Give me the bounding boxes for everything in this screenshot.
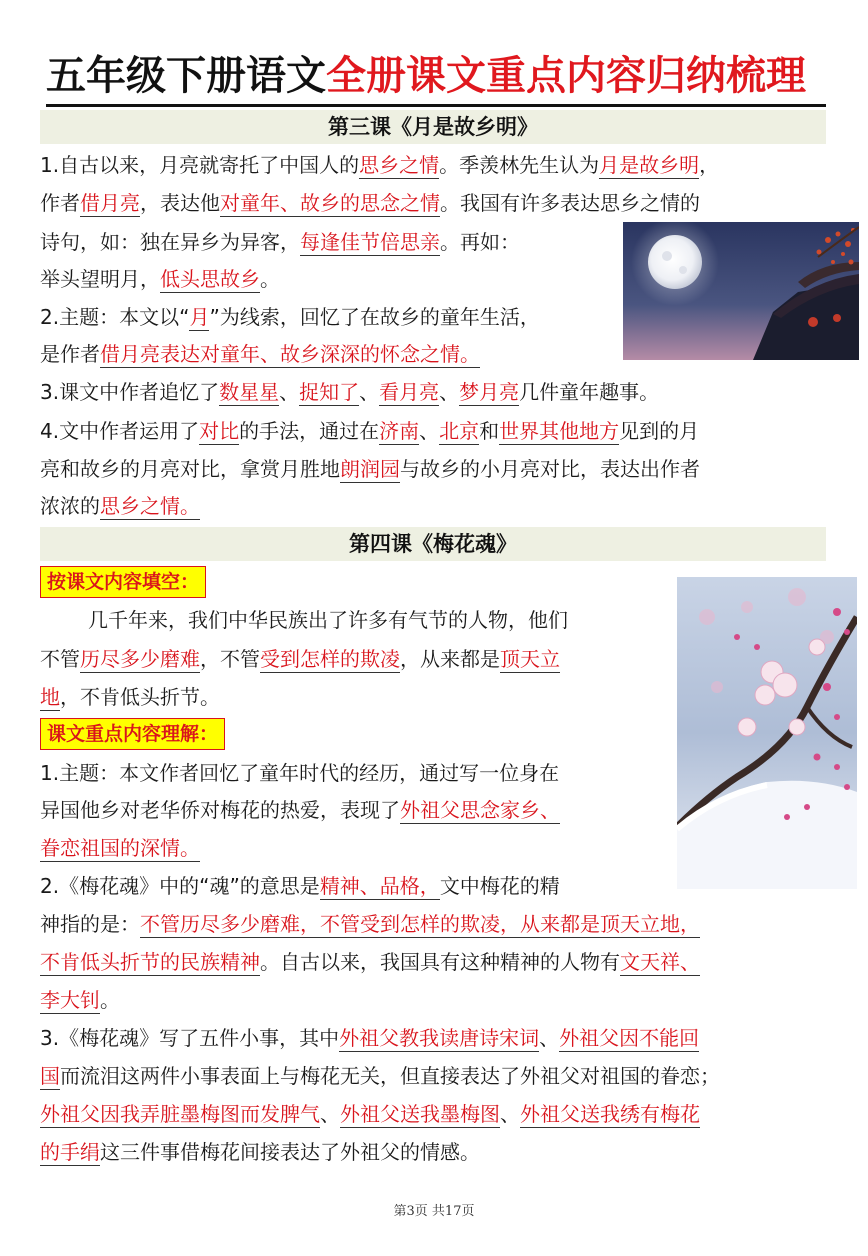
text-segment: 2.主题：本文以“ bbox=[40, 305, 190, 329]
lesson4-key-line-6 bbox=[40, 949, 700, 975]
lesson3-line-5 bbox=[40, 304, 540, 330]
text-segment: 1.自古以来，月亮就寄托了中国人的 bbox=[40, 153, 360, 177]
page-number: 第3页 共17页 bbox=[393, 1204, 475, 1219]
text-segment: 的手法，通过在 bbox=[239, 419, 380, 443]
answer: 李大钊 bbox=[40, 988, 100, 1012]
text-segment: 2.《梅花魂》中的“魂”的意思是 bbox=[40, 874, 320, 898]
lesson3-header: 第三课《月是故乡明》 bbox=[40, 110, 826, 144]
text-segment: 1.主题：本文作者回忆了童年时代的经历，通过写一位身在 bbox=[40, 761, 560, 785]
lesson4-key-line-4 bbox=[40, 873, 560, 899]
lesson3-line-3 bbox=[40, 229, 520, 255]
lesson4-fill-line-2 bbox=[40, 646, 560, 672]
text-segment: 、 bbox=[279, 380, 300, 404]
lesson3-line-10 bbox=[40, 493, 200, 519]
text-segment: 文中梅花的精 bbox=[439, 874, 560, 898]
fill-in-label: 按课文内容填空： bbox=[40, 566, 206, 598]
text-segment: 而流泪这两件小事表面上与梅花无关，但直接表达了外祖父对祖国的眷恋； bbox=[60, 1064, 720, 1088]
answer: 眷恋祖国的深情。 bbox=[40, 836, 200, 860]
lesson4-key-line-8 bbox=[40, 1025, 699, 1051]
answer: 国 bbox=[40, 1064, 60, 1088]
text-segment: 。 bbox=[100, 988, 120, 1012]
lesson4-key-line-10 bbox=[40, 1101, 700, 1127]
text-segment: 。 bbox=[260, 267, 280, 291]
text-segment: 、 bbox=[419, 419, 440, 443]
lesson4-key-line-5 bbox=[40, 911, 700, 937]
answer: 济南 bbox=[379, 419, 420, 443]
text-segment: 见到的月 bbox=[619, 419, 700, 443]
text-segment: 诗句，如：独在异乡为异客， bbox=[40, 230, 300, 254]
lesson4-fill-line-1 bbox=[88, 607, 568, 633]
lesson4-key-line-2 bbox=[40, 797, 560, 823]
answer: 北京 bbox=[439, 419, 480, 443]
answer: 外祖父送我绣有梅花 bbox=[520, 1102, 700, 1126]
text-segment: 、 bbox=[359, 380, 380, 404]
plum-blossom-image bbox=[677, 577, 857, 889]
text-segment: 异国他乡对老华侨对梅花的热爱，表现了 bbox=[40, 798, 400, 822]
answer: 文天祥、 bbox=[620, 950, 700, 974]
text-segment: 。自古以来，我国具有这种精神的人物有 bbox=[260, 950, 620, 974]
text-segment: 。季羡林先生认为 bbox=[439, 153, 600, 177]
text-segment: ”为线索，回忆了在故乡的童年生活， bbox=[209, 305, 540, 329]
lesson4-header: 第四课《梅花魂》 bbox=[40, 527, 826, 561]
lesson3-line-8 bbox=[40, 418, 699, 444]
text-segment: 是作者 bbox=[40, 342, 100, 366]
answer: 精神、品格， bbox=[319, 874, 440, 898]
lesson4-key-line-11 bbox=[40, 1139, 480, 1165]
answer: 看月亮 bbox=[379, 380, 440, 404]
text-segment: 作者 bbox=[40, 191, 80, 215]
text-segment: ，从来都是 bbox=[400, 647, 500, 671]
answer: 朗润园 bbox=[340, 457, 400, 481]
answer: 数星星 bbox=[219, 380, 280, 404]
answer: 每逢佳节倍思亲 bbox=[300, 230, 440, 254]
page-title bbox=[46, 48, 826, 107]
answer: 低头思故乡 bbox=[160, 267, 260, 291]
text-segment: 神指的是： bbox=[40, 912, 140, 936]
text-segment: 3.《梅花魂》写了五件小事，其中 bbox=[40, 1026, 340, 1050]
text-segment: 亮和故乡的月亮对比，拿赏月胜地 bbox=[40, 457, 340, 481]
text-segment: 、 bbox=[439, 380, 460, 404]
answer: 外祖父思念家乡、 bbox=[400, 798, 560, 822]
text-segment: 不管 bbox=[40, 647, 80, 671]
text-segment: 、 bbox=[539, 1026, 560, 1050]
text-segment: 举头望明月， bbox=[40, 267, 160, 291]
title-red-part: 全册课文重点内容归纳梳理 bbox=[326, 53, 806, 99]
text-segment: ，不管 bbox=[200, 647, 260, 671]
answer: 外祖父送我墨梅图 bbox=[340, 1102, 500, 1126]
answer: 不肯低头折节的民族精神 bbox=[40, 950, 260, 974]
text-segment: 3.课文中作者追忆了 bbox=[40, 380, 220, 404]
text-segment: 、 bbox=[500, 1102, 520, 1126]
answer: 世界其他地方 bbox=[499, 419, 620, 443]
lesson4-key-line-3 bbox=[40, 835, 200, 861]
lesson3-line-4 bbox=[40, 266, 280, 292]
text-segment: 浓浓的 bbox=[40, 494, 100, 518]
text-segment: 。再如： bbox=[440, 230, 520, 254]
text-segment: ，表达他 bbox=[140, 191, 220, 215]
lesson4-key-line-9 bbox=[40, 1063, 720, 1089]
lesson3-line-2 bbox=[40, 190, 700, 216]
answer: 捉知了 bbox=[299, 380, 360, 404]
answer: 对童年、故乡的思念之情 bbox=[220, 191, 440, 215]
answer: 借月亮 bbox=[80, 191, 140, 215]
answer: 顶天立 bbox=[500, 647, 560, 671]
text-segment: 。我国有许多表达思乡之情的 bbox=[440, 191, 700, 215]
answer: 不管历尽多少磨难，不管受到怎样的欺凌，从来都是顶天立地， bbox=[140, 912, 700, 936]
moon-night-image bbox=[623, 222, 859, 360]
answer: 梦月亮 bbox=[459, 380, 520, 404]
key-content-label: 课文重点内容理解： bbox=[40, 718, 225, 750]
answer: 历尽多少磨难 bbox=[80, 647, 200, 671]
text-segment: 几千年来，我们中华民族出了许多有气节的人物，他们 bbox=[88, 608, 568, 632]
text-segment: 与故乡的小月亮对比，表达出作者 bbox=[400, 457, 700, 481]
answer: 地 bbox=[40, 685, 60, 709]
lesson3-line-7 bbox=[40, 379, 659, 405]
answer: 的手绢 bbox=[40, 1140, 100, 1164]
answer: 对比 bbox=[199, 419, 240, 443]
answer: 外祖父因我弄脏墨梅图而发脾气 bbox=[40, 1102, 320, 1126]
text-segment: 几件童年趣事。 bbox=[519, 380, 660, 404]
answer: 月是故乡明 bbox=[599, 153, 700, 177]
text-segment: ，不肯低头折节。 bbox=[60, 685, 220, 709]
title-black-part: 五年级下册语文 bbox=[46, 53, 326, 99]
answer: 思乡之情。 bbox=[100, 494, 200, 518]
text-segment: 这三件事借梅花间接表达了外祖父的情感。 bbox=[100, 1140, 480, 1164]
text-segment: ， bbox=[699, 153, 720, 177]
lesson3-line-6 bbox=[40, 341, 480, 367]
lesson4-key-line-1 bbox=[40, 760, 559, 786]
answer: 月 bbox=[189, 305, 210, 329]
answer: 受到怎样的欺凌 bbox=[260, 647, 400, 671]
lesson3-line-9 bbox=[40, 456, 700, 482]
text-segment: 和 bbox=[479, 419, 500, 443]
text-segment: 、 bbox=[320, 1102, 340, 1126]
answer: 思乡之情 bbox=[359, 153, 440, 177]
lesson3-line-1 bbox=[40, 152, 719, 178]
answer: 借月亮表达对童年、故乡深深的怀念之情。 bbox=[100, 342, 480, 366]
lesson4-fill-line-3 bbox=[40, 684, 220, 710]
answer: 外祖父教我读唐诗宋词 bbox=[339, 1026, 540, 1050]
answer: 外祖父因不能回 bbox=[559, 1026, 700, 1050]
text-segment: 4.文中作者运用了 bbox=[40, 419, 200, 443]
lesson4-key-line-7 bbox=[40, 987, 120, 1013]
